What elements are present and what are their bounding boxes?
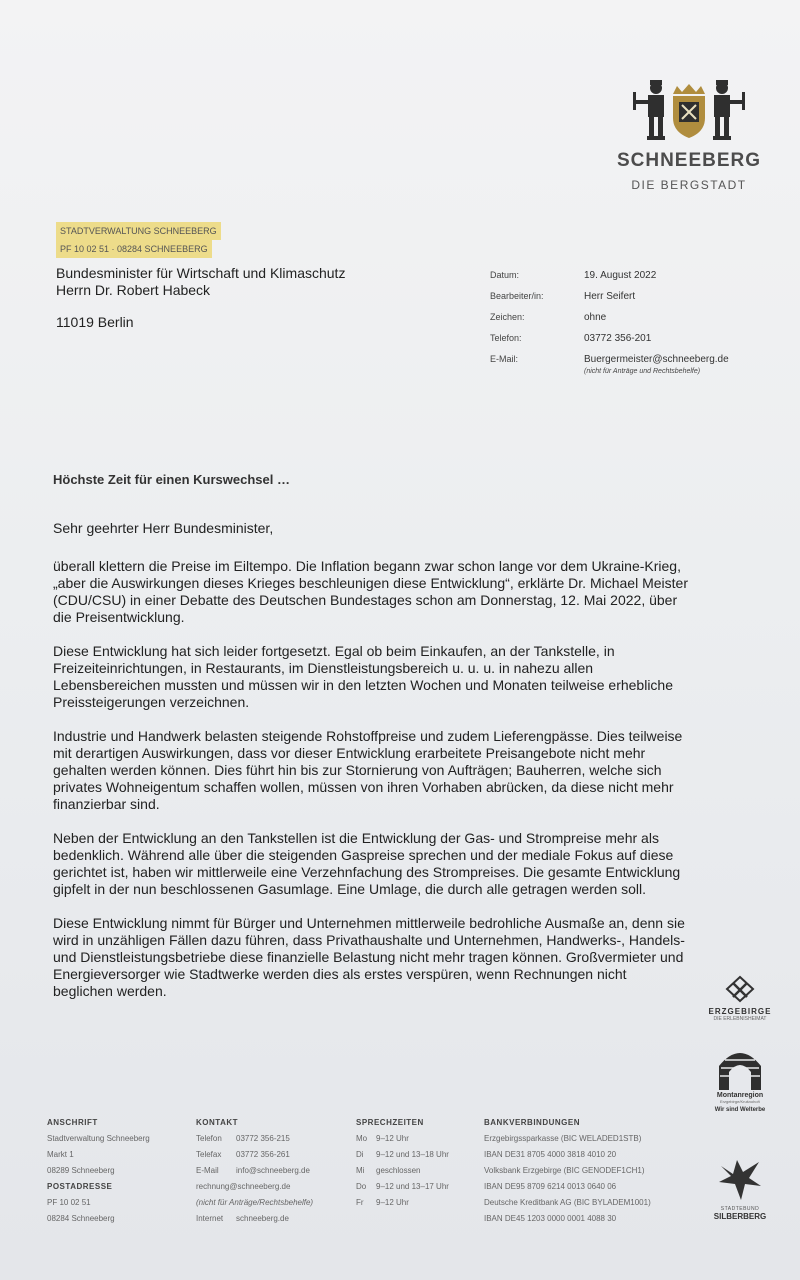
body-paragraph: Diese Entwicklung hat sich leider fortgesetzt. Egal ob beim Einkaufen, an der Tankstelle, in Freizeiteinrichtungen, in Restaurants, im Dienstleistungsbereich u. u. u. in nahezu allen Lebensbereichen mussten und müssen wir in den letzten Wochen und Monaten teilweise erhebliche Preissteigerungen verzeichnen.	[53, 643, 674, 710]
silberberg-emblem-icon	[715, 1152, 765, 1204]
sender-line-1: STADTVERWALTUNG SCHNEEBERG	[56, 222, 221, 240]
footer-heading: KONTAKT	[196, 1118, 239, 1127]
mountain-arch-icon	[715, 1046, 765, 1090]
logo-tagline: DIE BERGSTADT	[631, 178, 747, 192]
footer-row: Fr 9–12 Uhr	[356, 1198, 409, 1207]
footer-row: Mi geschlossen	[356, 1166, 421, 1175]
footer-office-hours	[356, 1115, 449, 1211]
meta-label: Datum:	[490, 270, 520, 280]
body-paragraph: Diese Entwicklung nimmt für Bürger und Unternehmen mittlerweile bedrohliche Ausmaße an, denn sie wird in unzähligen Fällen dazu führen, dass Privathaushalte und Unternehmen, Handwerks-, Handels- und Dienstleistungsbetriebe diese finanzielle Belastung nicht mehr tragen können. Großvermieter und Energieversorger wie Stadtwerke werden dies als erstes verspüren, wenn Rechnungen nicht beglichen werden.	[53, 915, 685, 999]
recipient-line-2: Herrn Dr. Robert Habeck	[56, 282, 211, 298]
recipient-city: 11019 Berlin	[56, 314, 134, 330]
footer-row: Internet schneeberg.de	[196, 1214, 289, 1223]
logo-name: SCHNEEBERG	[616, 150, 762, 171]
footer-line: IBAN DE95 8709 6214 0013 0640 06	[484, 1182, 617, 1191]
recipient-line-1: Bundesminister für Wirtschaft und Klimaschutz	[56, 265, 346, 281]
footer-bank	[484, 1115, 651, 1227]
letter-subject: Höchste Zeit für einen Kurswechsel …	[53, 472, 290, 487]
footer-line: IBAN DE31 8705 4000 3818 4010 20	[484, 1150, 617, 1159]
footer-line: Deutsche Kreditbank AG (BIC BYLADEM1001)	[484, 1198, 651, 1207]
footer-heading: ANSCHRIFT	[47, 1118, 98, 1127]
meta-label: Bearbeiter/in:	[490, 291, 544, 301]
footer-address	[47, 1115, 150, 1227]
footer-row: Telefon 03772 356-215	[196, 1134, 290, 1143]
footer-heading: SPRECHZEITEN	[356, 1118, 424, 1127]
sender-address	[56, 222, 221, 258]
footer-heading: POSTADRESSE	[47, 1182, 113, 1191]
erzgebirge-name: ERZGEBIRGE	[708, 1007, 772, 1016]
erzgebirge-sub: DIE ERLEBNISHEIMAT	[713, 1016, 767, 1022]
letter-salutation: Sehr geehrter Herr Bundesminister,	[53, 520, 274, 536]
meta-row-phone	[490, 333, 729, 354]
meta-label: E-Mail:	[490, 354, 519, 364]
meta-row-date	[490, 270, 729, 291]
meta-label: Telefon:	[490, 333, 522, 343]
silberberg-logo	[700, 1152, 780, 1221]
footer-row: Do 9–12 und 13–17 Uhr	[356, 1182, 449, 1191]
meta-value: Buergermeister@schneeberg.de	[584, 354, 729, 365]
montanregion-logo	[700, 1046, 780, 1113]
letter-meta	[490, 270, 729, 375]
meta-label: Zeichen:	[490, 312, 525, 322]
meta-row-reference	[490, 312, 729, 333]
montanregion-sub: Erzgebirge/Krušnohoří	[719, 1099, 761, 1104]
montanregion-name: Montanregion	[716, 1092, 764, 1099]
footer-row: rechnung@schneeberg.de	[196, 1182, 291, 1191]
meta-email-note: (nicht für Anträge und Rechtsbehelfe)	[584, 368, 701, 375]
body-paragraph: Neben der Entwicklung an den Tankstellen ist die Entwicklung der Gas- und Strompreise mehr als bedenklich. Während alle über die steigenden Gaspreise sprechen und der mediale Fokus auf diese gerichtet ist, haben wir mittlerweile eine Verzehnfachung des Strompreises. Die gesamte Entwicklung gipfelt in der nun beschlossenen Gasumlage. Eine Umlage, die durch alle getragen werden soll.	[53, 830, 681, 897]
meta-row-editor	[490, 291, 729, 312]
sender-line-2: PF 10 02 51 · 08284 SCHNEEBERG	[56, 240, 212, 258]
footer-line: Erzgebirgssparkasse (BIC WELADED1STB)	[484, 1134, 642, 1143]
meta-value: 19. August 2022	[584, 270, 657, 281]
coat-of-arms-icon	[629, 78, 749, 144]
silberberg-top: STADTEBUND	[720, 1206, 760, 1212]
footer-contact	[196, 1115, 313, 1227]
footer-line: PF 10 02 51	[47, 1198, 91, 1207]
footer-line: Markt 1	[47, 1150, 74, 1159]
montanregion-slogan: Wir sind Welterbe	[714, 1107, 766, 1113]
meta-value: ohne	[584, 312, 607, 323]
body-paragraph: überall klettern die Preise im Eiltempo. Die Inflation begann zwar schon lange vor dem Ukraine-Krieg, „aber die Auswirkungen dieses Krieges beschleunigen diese Entwicklung“, erklärte Dr. Michael Meister (CDU/CSU) in einer Debatte des Deutschen Bundestages schon am Donnerstag, 12. Mai 2022, über die Preisentwicklung.	[53, 558, 688, 625]
footer-line: Volksbank Erzgebirge (BIC GENODEF1CH1)	[484, 1166, 645, 1175]
footer-row: Di 9–12 und 13–18 Uhr	[356, 1150, 449, 1159]
footer-row: (nicht für Anträge/Rechtsbehelfe)	[196, 1198, 314, 1207]
recipient-address	[56, 265, 345, 331]
letter-body	[53, 558, 688, 1017]
city-logo	[604, 78, 774, 192]
body-paragraph: Industrie und Handwerk belasten steigende Rohstoffpreise und zudem Lieferengpässe. Dies teilweise mit derartigen Auswirkungen, dass vor dieser Entwicklung erarbeitete Preisangebote nicht mehr gehalten werden können. Dies führt hin bis zur Stornierung von Aufträgen; Bauherren, welche sich privates Wohneigentum schaffen wollen, müssen von ihren Vorhaben abrücken, da diese nicht mehr finanzierbar sind.	[53, 728, 683, 812]
erzgebirge-logo	[700, 975, 780, 1022]
silberberg-name: SILBERBERG	[713, 1212, 767, 1221]
footer-line: IBAN DE45 1203 0000 0001 4088 30	[484, 1214, 617, 1223]
meta-value: 03772 356-201	[584, 333, 652, 344]
footer-heading: BANKVERBINDUNGEN	[484, 1118, 581, 1127]
footer-line: 08289 Schneeberg	[47, 1166, 115, 1175]
footer-line: Stadtverwaltung Schneeberg	[47, 1134, 150, 1143]
footer-row: E-Mail info@schneeberg.de	[196, 1166, 310, 1175]
footer-row: Telefax 03772 356-261	[196, 1150, 290, 1159]
crossed-hammers-icon	[725, 975, 755, 1003]
meta-value: Herr Seifert	[584, 291, 636, 302]
footer-line: 08284 Schneeberg	[47, 1214, 115, 1223]
footer-row: Mo 9–12 Uhr	[356, 1134, 409, 1143]
